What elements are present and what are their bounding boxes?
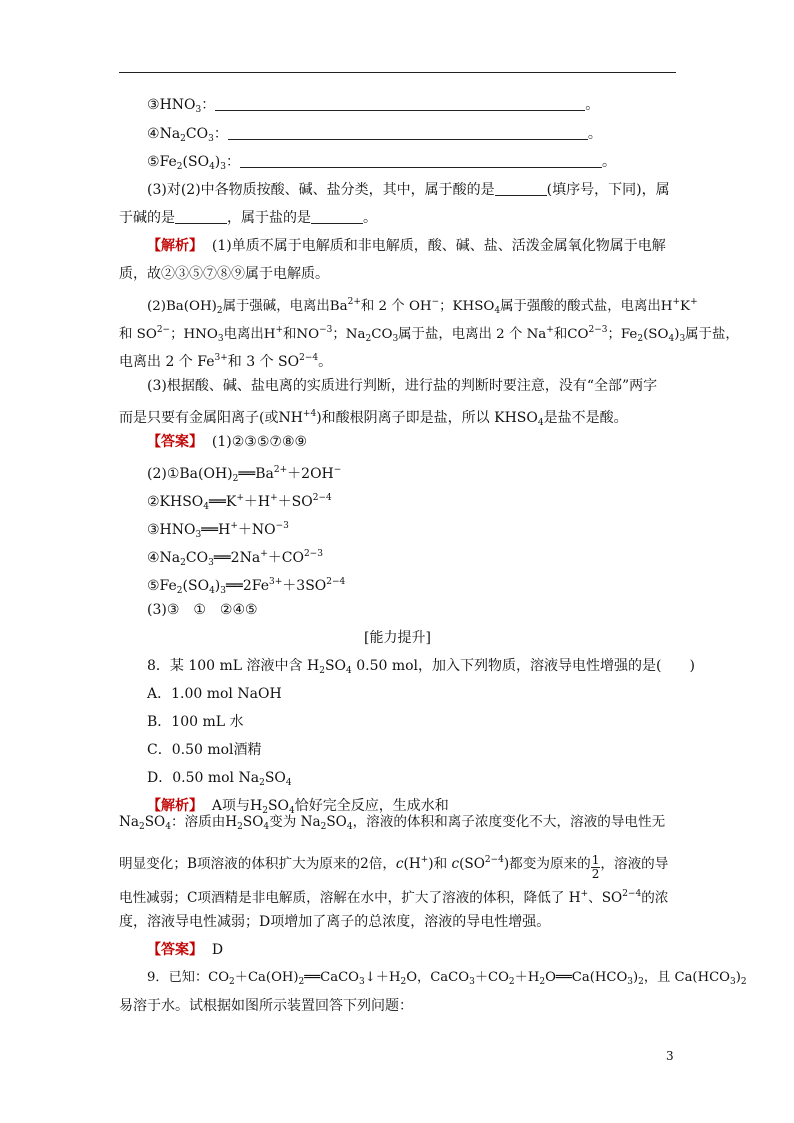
analysis-1-p2-line-1: $(2)Ba(OH)_2$属于强碱，电离出$Ba^{2+}$和 2 个 OH−；$KHSO_4$属于强酸的酸式盐，电离出H+K+ (147, 297, 698, 316)
analysis-1-p2-line-2: 和 $SO^{2-}$；$HNO_3$电离出H+和$NO^{-3}$；$Na_2CO_3$属于盐，电离出 2 个 Na+和$CO^{2-3}$；$Fe_2(SO_4)_3$属于盐， (119, 325, 739, 344)
answer-1-line-3: (3)③ ① ②④⑤ (147, 602, 258, 618)
page-number: 3 (666, 1049, 674, 1063)
salt-blank[interactable] (311, 209, 363, 224)
header-rule (119, 72, 676, 73)
base-blank[interactable] (175, 209, 227, 224)
analysis-tag: 【解析】 (147, 238, 203, 254)
analysis-2-line-2: $Na_2SO_4$：溶质由$H_2SO_4$变为 $Na_2SO_4$，溶液的体积和离子浓度变化不大，溶液的导电性无 (119, 814, 666, 832)
q2-item-3: $③HNO_3$： 。 (147, 97, 600, 115)
q8-stem: 8．某 100 mL 溶液中含 $H_2SO_4$ 0.50 mol，加入下列物质，溶液导电性增强的是( ) (147, 658, 695, 676)
answer-1-eq-5: $⑤Fe_2(SO_4)_3══2Fe^{3+}+3SO^{2-4}$ (147, 577, 346, 596)
answer-1-eq-4: $④Na_2CO_3══2Na^++CO^{2-3}$ (147, 549, 323, 568)
q8-option-b[interactable]: B．100 mL 水 (147, 714, 244, 730)
q9-line-2: 易溶于水。试根据如图所示装置回答下列问题： (119, 998, 413, 1014)
analysis-2-line-1: 【解析】 A项与$H_2SO_4$恰好完全反应，生成水和 (147, 798, 449, 816)
analysis-tag: 【解析】 (147, 798, 203, 814)
analysis-1-p3-line-2: 而是只要有金属阳离子(或$NH^{+4}$)和酸根阴离子即是盐，所以 $KHSO_4$是盐不是酸。 (119, 409, 628, 428)
answer-tag: 【答案】 (147, 434, 203, 450)
analysis-1-p2-line-3: 电离出 2 个 $Fe^{3+}$和 3 个 $SO^{2-4}$。 (119, 353, 333, 370)
answer-2-line: 【答案】 D (147, 942, 224, 958)
fraction-one-half: $\frac{1}{2}$ (591, 853, 600, 881)
analysis-2-line-3: 明显变化；B项溶液的体积扩大为原来的2倍，c(H+)和 $c(SO^{2-4})$都变为原来的 $\frac{1}{2}$ ，溶液的导 (119, 853, 669, 881)
answer-1-eq-3: $③HNO_3══H^++NO^{-3}$ (147, 521, 289, 540)
q2-item-4: $④Na_2CO_3$： 。 (147, 126, 602, 144)
q3-line-1: (3)对(2)中各物质按酸、碱、盐分类，其中，属于酸的是 (填序号，下同)，属 (147, 182, 670, 198)
acid-blank[interactable] (495, 181, 547, 196)
q3-line-2: 于碱的是 ，属于盐的是 。 (119, 210, 377, 226)
q9-line-1: 9．已知：$CO_2+Ca(OH)_2══CaCO_3↓+H_2O$，$CaCO_3+CO_2+H_2O══Ca(HCO_3)_2$，且 $Ca(HCO_3)_2$ (147, 970, 747, 987)
section-title: [能力提升] (364, 630, 431, 646)
q8-option-d[interactable]: D．0.50 mol $Na_2SO_4$ (147, 770, 292, 788)
q8-option-c[interactable]: C．0.50 mol酒精 (147, 742, 262, 758)
answer-blank[interactable] (215, 96, 585, 111)
answer-tag: 【答案】 (147, 942, 203, 958)
analysis-1-line-2: 质，故②③⑤⑦⑧⑨属于电解质。 (119, 266, 329, 282)
analysis-2-line-4: 电性减弱；C项酒精是非电解质，溶解在水中，扩大了溶液的体积，降低了 H+、$SO^{2-4}$的浓 (119, 889, 669, 906)
answer-blank[interactable] (240, 153, 602, 168)
answer-1-eq-1: $(2)①Ba(OH)_2══Ba^{2+}+2OH^-$ (147, 465, 342, 484)
analysis-1-p3-line-1: (3)根据酸、碱、盐电离的实质进行判断，进行盐的判断时要注意，没有“全部”两字 (147, 378, 658, 394)
answer-blank[interactable] (228, 125, 588, 140)
analysis-2-line-5: 度，溶液导电性减弱；D项增加了离子的总浓度，溶液的导电性增强。 (119, 914, 551, 930)
answer-1-eq-2: $②KHSO_4══K^++H^++SO^{2-4}$ (147, 493, 332, 512)
q2-item-5: $⑤Fe_2(SO_4)_3$： 。 (147, 154, 616, 172)
analysis-1-line-1: 【解析】 (1)单质不属于电解质和非电解质，酸、碱、盐、活泼金属氧化物属于电解 (147, 238, 666, 254)
q8-option-a[interactable]: A．1.00 mol NaOH (147, 686, 282, 702)
answer-1-line-1: 【答案】 (1)②③⑤⑦⑧⑨ (147, 434, 308, 450)
